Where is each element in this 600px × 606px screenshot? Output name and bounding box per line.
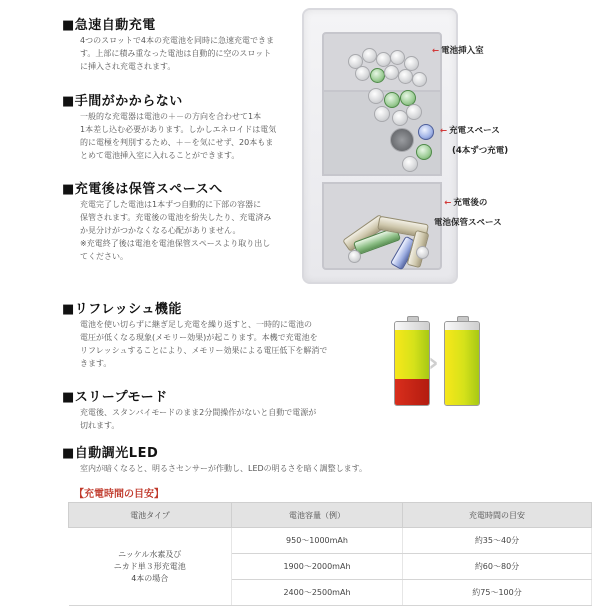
callout-label: 充電後の [453,198,488,208]
capacity-cell: 950～1000mAh [232,528,403,554]
text-easy [80,110,276,162]
callout-label: 電池挿入室 [441,46,484,56]
heading-quick-charge: ■急速自動充電 [62,18,156,33]
type-line: ニッケル水素及び [118,549,182,559]
table-header-cell: 充電時間の目安 [403,503,592,528]
text-line: 一般的な充電器は電池の＋－の方向を合わせて1本 [80,112,262,121]
battery-end [416,246,429,259]
battery-end [398,69,413,84]
callout-label: 電池保管スペース [434,218,502,228]
battery-end [390,50,405,65]
type-line: 4本の場合 [131,573,169,583]
battery-after-icon [444,316,480,406]
text-line: 充電完了した電池は1本ずつ自動的に下部の容器に [80,200,262,209]
text-line: 充電後、スタンバイモードのまま2分間操作がないと自動で電源が [80,408,317,417]
type-line: ニカド単３形充電池 [113,561,186,571]
table-header-cell: 電池タイプ [69,503,232,528]
battery-end [412,72,427,87]
battery-end [370,68,385,83]
text-line: す。上部に積み重なった電池は自動的に空のスロット [80,49,272,58]
text-line: 保管されます。充電後の電池を紛失したり、充電済み [80,213,272,222]
text-auto-led [80,462,367,475]
table-header-cell: 電池容量（例） [232,503,403,528]
table-header-row [69,503,592,528]
text-line: 電圧が低くなる現象(メモリー効果)が起こります。本機で充電池を [80,333,318,342]
text-line: 1本差し込む必要があります。しかしエネロイドは電気 [80,125,277,134]
arrow-left-icon: ← [444,198,452,208]
text-line: 的に電極を判別するため、＋－を気にせず、20本もま [80,138,274,147]
battery-end [416,144,432,160]
charge-time-table [68,502,592,606]
text-line: ※充電終了後は電池を電池保管スペースより取り出し [80,239,271,248]
battery-end [384,92,400,108]
time-cell: 約35～40分 [403,528,592,554]
battery-charged-fill [445,330,479,405]
callout-insert-chamber [432,44,484,56]
text-line: きます。 [80,359,112,368]
battery-end [418,124,434,140]
text-storage [80,198,271,263]
heading-sleep: ■スリープモード [62,390,168,405]
battery-low-fill [395,379,429,405]
charger-gear [390,128,414,152]
text-line: 切れます。 [80,421,120,430]
text-line: に挿入され充電されます。 [80,62,176,71]
capacity-cell: 1900～2000mAh [232,554,403,580]
table-title: 【充電時間の目安】 [74,489,164,500]
battery-end [374,106,390,122]
table-row [69,528,592,554]
text-line: か見分けがつかなくなる心配がありません。 [80,226,241,235]
text-line: とめて電池挿入室に入れることができます。 [80,151,240,160]
callout-label: (4本ずつ充電) [452,146,509,156]
battery-end [355,66,370,81]
callout-charging-space [440,124,508,156]
battery-end [384,65,399,80]
heading-easy: ■手間がかからない [62,94,183,109]
text-quick-charge [80,34,274,73]
heading-storage: ■充電後は保管スペースへ [62,182,223,197]
battery-end [368,88,384,104]
battery-charged-fill [395,330,429,379]
text-line: リフレッシュすることにより、メモリー効果による電圧低下を解消で [80,346,328,355]
callout-storage-space [430,196,502,228]
callout-label: 充電スペース [449,126,500,136]
text-line: てください。 [80,252,128,261]
battery-end [406,104,422,120]
time-cell: 約75～100分 [403,580,592,606]
text-line: 電池を使い切らずに継ぎ足し充電を繰り返すと、一時的に電池の [80,320,312,329]
text-line: 室内が暗くなると、明るさセンサーが作動し、LEDの明るさを暗く調整します。 [80,464,368,473]
heading-auto-led: ■自動調光LED [62,446,159,461]
arrow-left-icon: ← [432,46,440,56]
chevron-right-icon: › [428,348,439,378]
text-line: 4つのスロットで4本の充電池を同時に急速充電できま [80,36,275,45]
heading-refresh: ■リフレッシュ機能 [62,302,182,317]
time-cell: 約60～80分 [403,554,592,580]
text-refresh [80,318,327,370]
battery-type-cell [69,528,232,606]
battery-end [402,156,418,172]
battery-end [362,48,377,63]
battery-before-icon [394,316,430,406]
arrow-left-icon: ← [440,126,448,136]
battery-end [348,250,361,263]
capacity-cell: 2400～2500mAh [232,580,403,606]
text-sleep [80,406,316,432]
